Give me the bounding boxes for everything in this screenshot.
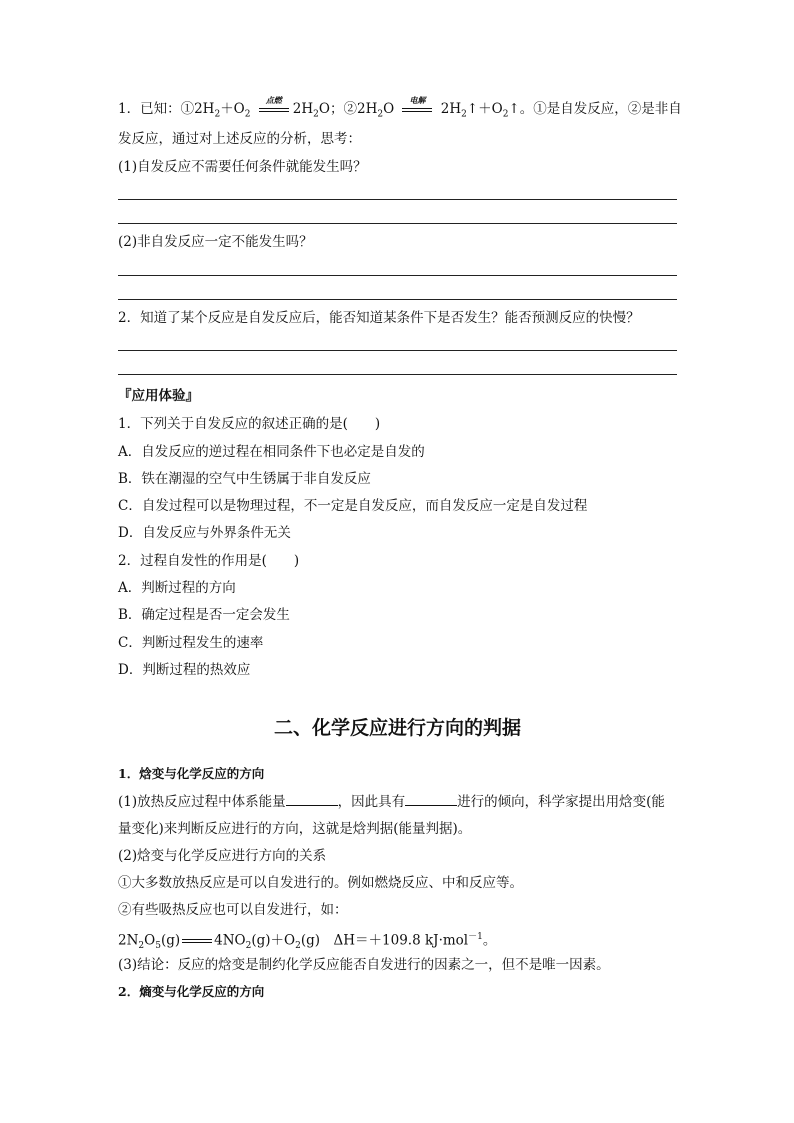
eq-text-c: (g) [160,932,181,949]
section2-p5: (3)结论：反应的焓变是制约化学反应能否自发进行的因素之一，但不是唯一因素。 [118,957,610,973]
answer-line [118,199,677,200]
apply-q2-option-d: D．判断过程的热效应 [118,662,251,678]
answer-line [118,275,677,276]
answer-line [118,350,677,351]
ignite-label: 点燃 [265,95,282,105]
section2-sub-heading-1: 1．焓变与化学反应的方向 [118,766,265,781]
apply-q1-option-d: D．自发反应与外界条件无关 [118,525,291,541]
q1-text-b: ＋O [220,101,245,117]
answer-line [118,374,677,375]
q1-line-1: 1．已知：$①2H_2+O_2$ 点燃 $2H_2O$；$②2H_2O$ 电解 $2H_2↑+O_2↑$。①是自发反应，②是非自 [118,100,682,124]
eq-text-e: (g)＋O [251,932,296,949]
fill-in-blank[interactable] [286,793,338,806]
q1-text-g: ↑＋O [466,101,503,117]
section2-p2: (2)焓变与化学反应进行方向的关系 [118,848,327,864]
q1-sub-question-1: (1)自发反应不需要任何条件就能发生吗？ [118,159,367,175]
q2-text: 2．知道了某个反应是自发反应后，能否知道某条件下是否发生？能否预测反应的快慢？ [118,310,640,326]
q1-text-h: ↑。①是自发反应，②是非自 [508,101,682,117]
apply-q1-option-b: B．铁在潮湿的空气中生锈属于非自发反应 [118,471,371,487]
q1-text-c: 2H [292,101,314,117]
equals-sign [182,939,212,943]
electrolysis-label: 电解 [409,95,426,105]
fill-in-blank[interactable] [405,793,457,806]
eq-text-b: O [144,932,156,949]
q1-text-a: 1．已知：①2H [118,101,215,117]
eq-text-g: 。 [482,932,497,949]
apply-heading: 『应用体验』 [118,388,199,404]
section2-p4: ②有些吸热反应也可以自发进行，如： [118,902,348,918]
eq-text-d: 4NO [214,932,246,949]
apply-q1-option-a: A．自发反应的逆过程在相同条件下也必定是自发的 [118,444,425,460]
apply-q2-option-a: A．判断过程的方向 [118,580,236,596]
answer-line [118,299,677,300]
electrolysis-condition-sign [402,95,432,118]
apply-q2-option-b: B．确定过程是否一定会发生 [118,607,290,623]
q1-text-f: 2H [440,101,462,117]
apply-q1-option-c: C．自发过程可以是物理过程，不一定是自发反应，而自发反应一定是自发过程 [118,498,588,514]
q1-sub-question-2: (2)非自发反应一定不能发生吗？ [118,234,313,250]
eq-text-a: 2N [118,932,139,949]
eq-text-f: (g) ΔH＝＋109.8 kJ·mol [300,932,469,949]
apply-q2-option-c: C．判断过程发生的速率 [118,635,264,651]
q1-line-2: 发反应，通过对上述反应的分析，思考： [118,131,361,147]
section2-sub-heading-2: 2．熵变与化学反应的方向 [118,984,265,999]
apply-q1: 1．下列关于自发反应的叙述正确的是( ) [118,416,381,432]
apply-q2: 2．过程自发性的作用是( ) [118,553,300,569]
ignite-condition-sign [259,95,289,118]
q1-text-d: O；②2H [318,101,378,117]
section2-p1-line-2: 量变化)来判断反应进行的方向，这就是焓判据(能量判据)。 [118,821,472,837]
answer-line [118,223,677,224]
q1-text-e: O [383,101,395,117]
p1-text-c: 进行的倾向，科学家提出用焓变(能 [457,794,665,810]
p1-text-a: (1)放热反应过程中体系能量 [118,794,286,810]
section2-p1-line-1 [118,793,665,811]
section2-p3: ①大多数放热反应是可以自发进行的。例如燃烧反应、中和反应等。 [118,875,523,891]
p1-text-b: ，因此具有 [337,794,406,810]
section-title: 二、化学反应进行方向的判据 [273,717,521,739]
decomposition-equation: $2N_2O_5(g)$ $4NO_2(g)+O_2(g)$ ΔH＝＋109.8 kJ·mol$^{-1}$。 [118,932,497,952]
